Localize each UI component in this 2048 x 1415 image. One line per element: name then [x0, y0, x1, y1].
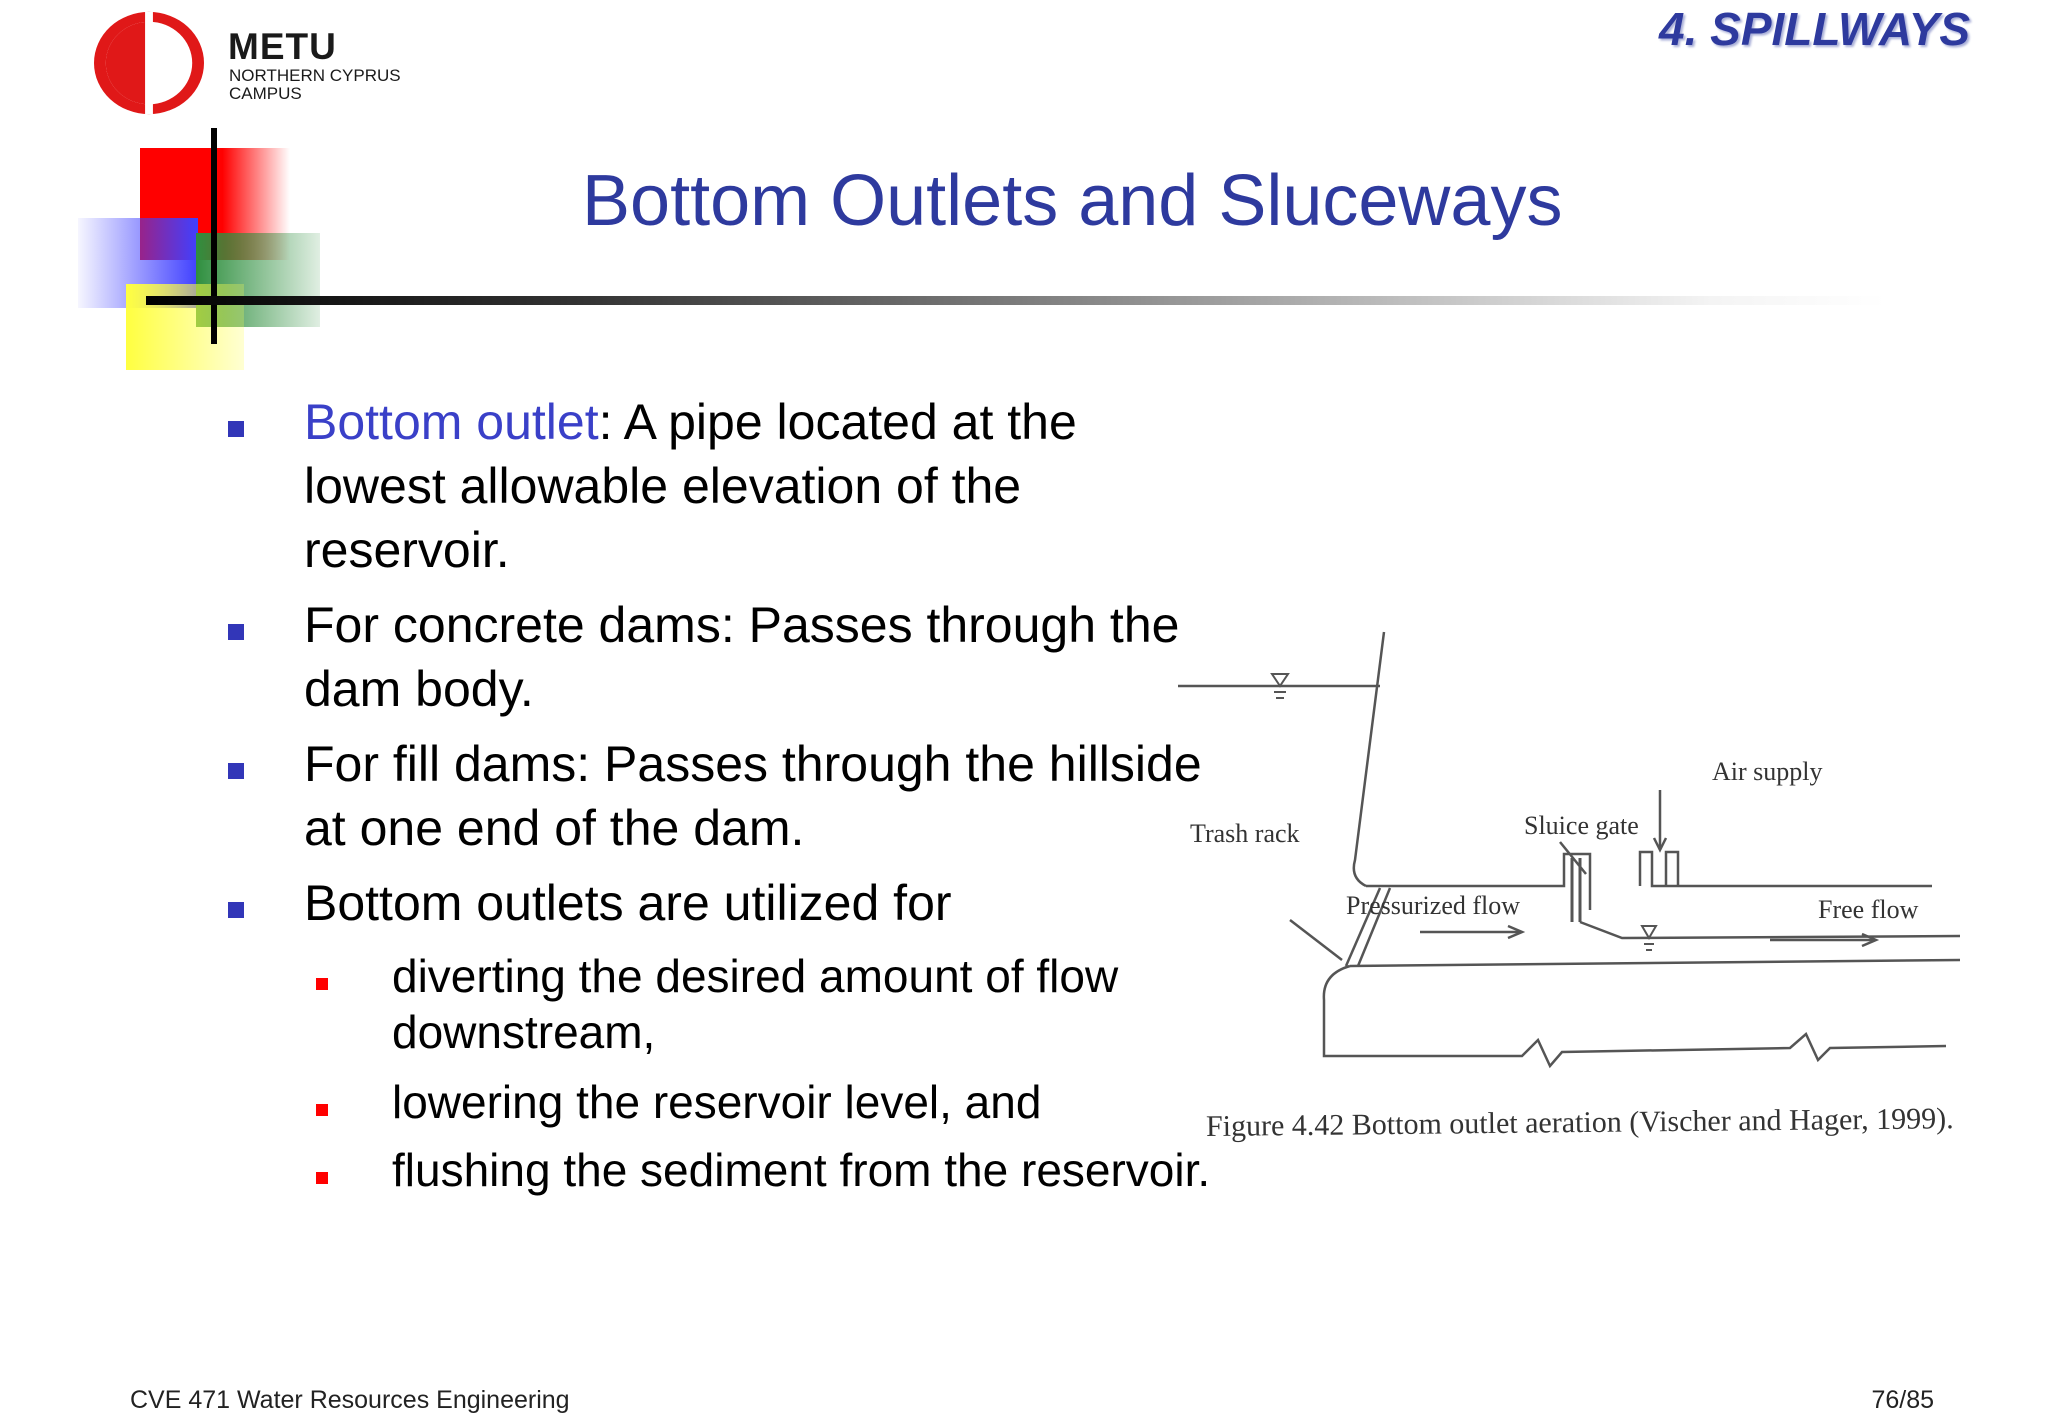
bullet-item-1-line1: Bottom outlet: A pipe located at the: [304, 394, 1077, 450]
logo-subtitle-line1: NORTHERN CYPRUS: [229, 66, 401, 85]
bullet-item-1-line3: reservoir.: [304, 522, 510, 578]
dam-face-line: [1354, 632, 1384, 886]
footer-page-number: 76/85: [1871, 1386, 1934, 1414]
logo-subtitle-line2: CAMPUS: [229, 84, 302, 103]
sub-bullet-item-3-line1: flushing the sediment from the reservoir.: [392, 1144, 1211, 1196]
page-title: Bottom Outlets and Sluceways: [582, 161, 1563, 241]
decor-vertical-line: [211, 128, 217, 344]
free-flow-label: Free flow: [1818, 895, 1919, 924]
sub-bullet-item-1-line2: downstream,: [392, 1006, 656, 1058]
term-highlight: Bottom outlet: [304, 394, 599, 450]
bullet-marker: [228, 763, 244, 779]
bullet-item-3-line1: For fill dams: Passes through the hillside: [304, 736, 1202, 792]
trash-rack-label: Trash rack: [1190, 819, 1300, 848]
logo: [88, 6, 418, 122]
sub-bullet-item-1-line1: diverting the desired amount of flow: [392, 950, 1119, 1002]
sub-bullet-marker: [316, 978, 328, 990]
title-underline: [146, 296, 1886, 305]
bullet-marker: [228, 421, 244, 437]
bullet-item-4-line1: Bottom outlets are utilized for: [304, 875, 952, 931]
bullet-item-3-line2: at one end of the dam.: [304, 800, 805, 856]
metu-logo-icon: [90, 8, 208, 118]
pressurized-flow-label: Pressurized flow: [1346, 891, 1521, 920]
bullet-item-2-line2: dam body.: [304, 661, 534, 717]
logo-name: METU: [228, 26, 337, 67]
bottom-outlet-figure: [1170, 620, 1970, 1160]
sub-bullet-marker: [316, 1172, 328, 1184]
section-title: 4. SPILLWAYS: [1659, 3, 1970, 55]
sluice-gate-label: Sluice gate: [1524, 811, 1639, 840]
bullet-marker: [228, 624, 244, 640]
bullet-marker: [228, 902, 244, 918]
air-supply-label: Air supply: [1712, 757, 1823, 786]
bullet-item-1-line2: lowest allowable elevation of the: [304, 458, 1022, 514]
sub-bullet-marker: [316, 1104, 328, 1116]
bullet-item-2-line1: For concrete dams: Passes through the: [304, 597, 1180, 653]
sub-bullet-item-2-line1: lowering the reservoir level, and: [392, 1076, 1042, 1128]
figure-caption: Figure 4.42 Bottom outlet aeration (Vischer and Hager, 1999).: [1205, 1102, 1954, 1143]
footer-course: CVE 471 Water Resources Engineering: [130, 1386, 570, 1414]
